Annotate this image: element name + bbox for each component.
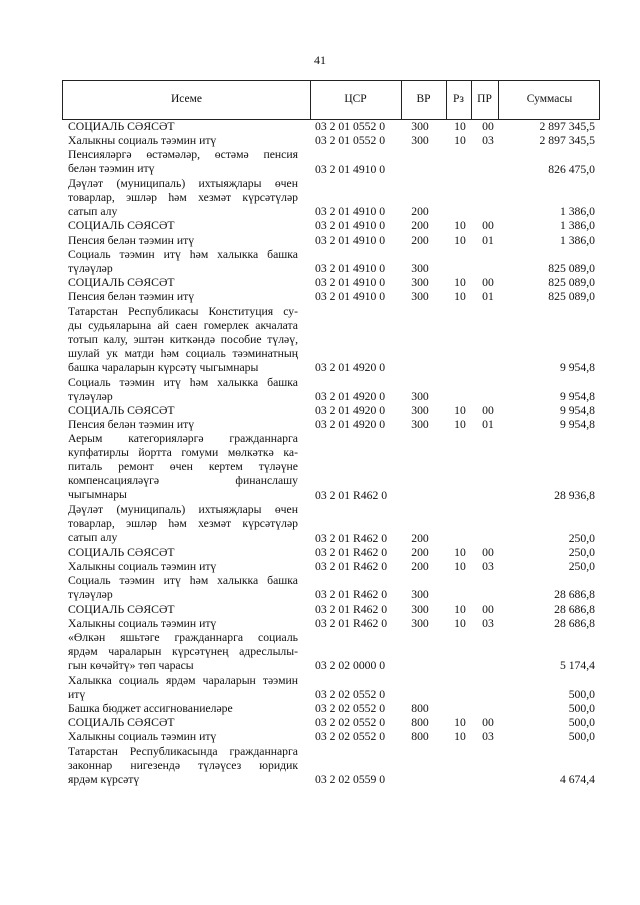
- row-vr: 300: [411, 616, 429, 630]
- table-row: [0, 290, 640, 304]
- row-name-line: законнар нигезендә түләүсез юридик: [68, 758, 298, 772]
- row-rz: 10: [454, 233, 466, 247]
- row-rz: 10: [454, 403, 466, 417]
- row-name-line: Пенсия белән тәэмин итү: [68, 290, 195, 304]
- table-row: [0, 702, 640, 716]
- row-name-line: Халыкка социаль ярдәм чараларын тәэмин: [68, 673, 298, 687]
- table-row: [0, 418, 640, 432]
- row-pr: 00: [482, 120, 494, 133]
- row-rz: 10: [454, 120, 466, 133]
- row-csr: 03 2 01 4910 0: [315, 261, 386, 275]
- row-sum: 500,0: [568, 687, 595, 701]
- row-name: [68, 603, 298, 617]
- row-vr: 200: [411, 545, 429, 559]
- row-pr: 03: [482, 616, 494, 630]
- row-vr: 200: [411, 219, 429, 233]
- header-vr: ВР: [416, 93, 431, 105]
- row-pr: 01: [482, 233, 494, 247]
- row-csr: 03 2 01 4920 0: [315, 403, 386, 417]
- row-name: [68, 234, 298, 248]
- header-name: Исеме: [170, 93, 203, 105]
- table-row: [0, 148, 640, 176]
- row-sum: 825 089,0: [548, 261, 595, 275]
- row-pr: 00: [482, 716, 494, 730]
- row-sum: 500,0: [568, 701, 595, 715]
- row-vr: 300: [411, 290, 429, 304]
- row-sum: 28 686,8: [554, 588, 595, 602]
- table-row: [0, 745, 640, 788]
- row-rz: 10: [454, 545, 466, 559]
- row-name-line: Социаль тәэмин итү һәм халыкка башка: [68, 574, 298, 588]
- row-sum: 2 897 345,5: [539, 120, 595, 133]
- row-name: [68, 730, 298, 744]
- row-name-line: питаль ремонт өчен кертем түләүне: [68, 460, 298, 474]
- row-sum: 500,0: [568, 716, 595, 730]
- row-name-line: Башка бюджет ассигнованиеләре: [68, 701, 233, 715]
- table-row: [0, 603, 640, 617]
- row-csr: 03 2 02 0000 0: [315, 659, 386, 673]
- row-csr: 03 2 01 4920 0: [315, 361, 386, 375]
- row-name-line: чыгымнары: [68, 488, 127, 502]
- row-csr: 03 2 02 0552 0: [315, 716, 386, 730]
- row-csr: 03 2 01 0552 0: [315, 120, 386, 133]
- row-name-line: Халыкны социаль тәэмин итү: [68, 616, 217, 630]
- table-row: [0, 631, 640, 674]
- row-vr: 800: [411, 716, 429, 730]
- row-pr: 01: [482, 290, 494, 304]
- row-sum: 9 954,8: [559, 361, 595, 375]
- row-sum: 1 386,0: [559, 205, 595, 219]
- row-rz: 10: [454, 716, 466, 730]
- row-name-line: гын көчәйтү» төп чарасы: [68, 659, 194, 672]
- row-rz: 10: [454, 560, 466, 574]
- row-name-line: тотып калу, эштән киткәндә пособие түләү,: [68, 332, 298, 346]
- row-csr: 03 2 01 R462 0: [315, 602, 388, 616]
- row-name-line: «Өлкән яшьтәге гражданнарга социаль: [68, 631, 298, 644]
- row-csr: 03 2 01 4910 0: [315, 276, 386, 290]
- row-name-line: ды судьяларына ай саен гомерлек акчалата: [68, 318, 298, 332]
- row-csr: 03 2 01 4910 0: [315, 162, 386, 176]
- table-row: [0, 276, 640, 290]
- row-csr: 03 2 02 0559 0: [315, 772, 386, 786]
- table-row: [0, 503, 640, 546]
- row-name-line: Социаль тәэмин итү һәм халыкка башка: [68, 375, 298, 389]
- row-name-line: итү: [68, 687, 86, 701]
- row-vr: 300: [411, 134, 429, 148]
- row-csr: 03 2 01 R462 0: [315, 560, 388, 574]
- row-name: [68, 120, 298, 134]
- row-name-line: Аерым категорияләргә гражданнарга: [68, 432, 298, 446]
- row-rz: 10: [454, 602, 466, 616]
- table-row: [0, 716, 640, 730]
- table-row: [0, 305, 640, 376]
- row-sum: 825 089,0: [548, 290, 595, 304]
- row-name-line: Пенсияләргә өстәмәләр, өстәмә пенсия: [68, 148, 298, 162]
- row-name-line: СОЦИАЛЬ СӘЯСӘТ: [68, 403, 175, 417]
- row-name-line: сатып алу: [68, 531, 118, 545]
- row-name-line: Халыкны социаль тәэмин итү: [68, 730, 217, 744]
- row-vr: 200: [411, 531, 429, 545]
- row-vr: 800: [411, 701, 429, 715]
- row-name-line: ярдәм чараларын күрсәтүнең адреслылы-: [68, 645, 298, 658]
- table-row: [0, 376, 640, 404]
- row-name: [68, 376, 298, 404]
- row-sum: 9 954,8: [559, 418, 595, 432]
- row-vr: 300: [411, 276, 429, 290]
- row-sum: 28 686,8: [554, 602, 595, 616]
- row-csr: 03 2 01 4920 0: [315, 389, 386, 403]
- table-row: [0, 234, 640, 248]
- row-pr: 03: [482, 560, 494, 574]
- row-name-line: Татарстан Республикасы Конституция су-: [68, 304, 298, 318]
- table-row: [0, 248, 640, 276]
- row-name-line: башка чараларын күрсәтү чыгымнары: [68, 360, 259, 374]
- row-rz: 10: [454, 290, 466, 304]
- row-vr: 300: [411, 261, 429, 275]
- row-name: [68, 716, 298, 730]
- row-csr: 03 2 01 4910 0: [315, 205, 386, 219]
- row-name: [68, 546, 298, 560]
- row-name-line: товарлар, эшләр һәм хезмәт күрсәтүләр: [68, 517, 298, 531]
- row-sum: 28 936,8: [554, 489, 595, 503]
- row-pr: 00: [482, 545, 494, 559]
- row-name-line: белән тәэмин итү: [68, 162, 155, 176]
- row-name: [68, 276, 298, 290]
- row-name-line: СОЦИАЛЬ СӘЯСӘТ: [68, 602, 175, 616]
- row-name: [68, 148, 298, 176]
- row-name-line: Социаль тәэмин итү һәм халыкка башка: [68, 247, 298, 261]
- row-name-line: сатып алу: [68, 204, 118, 218]
- row-csr: 03 2 01 4910 0: [315, 290, 386, 304]
- row-name-line: Пенсия белән тәэмин итү: [68, 233, 195, 247]
- row-sum: 250,0: [568, 560, 595, 574]
- row-name-line: түләүләр: [68, 588, 113, 602]
- row-csr: 03 2 01 4910 0: [315, 219, 386, 233]
- table-row: [0, 560, 640, 574]
- row-name-line: Пенсия белән тәэмин итү: [68, 418, 195, 432]
- row-sum: 9 954,8: [559, 403, 595, 417]
- row-name: [68, 617, 298, 631]
- row-csr: 03 2 01 R462 0: [315, 531, 388, 545]
- row-name: [68, 674, 298, 702]
- row-vr: 300: [411, 389, 429, 403]
- header-sum: Суммасы: [526, 93, 573, 105]
- row-vr: 300: [411, 120, 429, 133]
- row-name-line: СОЦИАЛЬ СӘЯСӘТ: [68, 120, 175, 133]
- row-sum: 1 386,0: [559, 233, 595, 247]
- table-row: [0, 134, 640, 148]
- row-name: [68, 574, 298, 602]
- row-sum: 250,0: [568, 531, 595, 545]
- table-row: [0, 574, 640, 602]
- row-csr: 03 2 02 0552 0: [315, 730, 386, 744]
- row-csr: 03 2 01 0552 0: [315, 134, 386, 148]
- page-number: 41: [314, 53, 326, 67]
- row-name-line: Дәүләт (муниципаль) ихтыяҗлары өчен: [68, 503, 298, 517]
- row-csr: 03 2 01 R462 0: [315, 545, 388, 559]
- row-name: [68, 248, 298, 276]
- row-name-line: товарлар, эшләр һәм хезмәт күрсәтүләр: [68, 190, 298, 204]
- row-name: [68, 560, 298, 574]
- row-pr: 00: [482, 403, 494, 417]
- row-sum: 1 386,0: [559, 219, 595, 233]
- row-name-line: Халыкны социаль тәэмин итү: [68, 134, 217, 148]
- header-rz: Рз: [453, 93, 464, 105]
- row-name-line: Татарстан Республикасында гражданнарга: [68, 744, 298, 758]
- row-vr: 200: [411, 205, 429, 219]
- row-name: [68, 432, 298, 502]
- row-rz: 10: [454, 418, 466, 432]
- row-csr: 03 2 01 R462 0: [315, 489, 388, 503]
- table-header: [62, 80, 600, 120]
- row-pr: 01: [482, 418, 494, 432]
- row-sum: 825 089,0: [548, 276, 595, 290]
- budget-table-body: [0, 120, 640, 787]
- row-vr: 300: [411, 403, 429, 417]
- table-row: [0, 404, 640, 418]
- row-name-line: шулай ук матди һәм социаль тәэминатның: [68, 346, 298, 360]
- row-vr: 300: [411, 588, 429, 602]
- row-vr: 300: [411, 602, 429, 616]
- row-csr: 03 2 01 R462 0: [315, 616, 388, 630]
- row-name: [68, 404, 298, 418]
- row-csr: 03 2 02 0552 0: [315, 687, 386, 701]
- row-sum: 2 897 345,5: [539, 134, 595, 148]
- row-rz: 10: [454, 134, 466, 148]
- row-name: [68, 702, 298, 716]
- row-pr: 00: [482, 276, 494, 290]
- row-pr: 03: [482, 134, 494, 148]
- row-sum: 826 475,0: [548, 162, 595, 176]
- row-csr: 03 2 02 0552 0: [315, 701, 386, 715]
- header-pr: ПР: [477, 93, 492, 105]
- row-name-line: СОЦИАЛЬ СӘЯСӘТ: [68, 276, 175, 290]
- table-row: [0, 546, 640, 560]
- row-pr: 03: [482, 730, 494, 744]
- table-row: [0, 219, 640, 233]
- row-vr: 800: [411, 730, 429, 744]
- table-row: [0, 730, 640, 744]
- table-row: [0, 177, 640, 220]
- row-name: [68, 305, 298, 375]
- row-name-line: түләүләр: [68, 261, 113, 275]
- row-name-line: Дәүләт (муниципаль) ихтыяҗлары өчен: [68, 176, 298, 190]
- row-name-line: компенсацияләүгә финанслашу: [68, 474, 298, 488]
- row-sum: 250,0: [568, 545, 595, 559]
- row-name: [68, 503, 298, 545]
- row-csr: 03 2 01 R462 0: [315, 588, 388, 602]
- row-name: [68, 631, 298, 673]
- row-name: [68, 290, 298, 304]
- row-name: [68, 134, 298, 148]
- table-row: [0, 432, 640, 503]
- row-name: [68, 418, 298, 432]
- row-rz: 10: [454, 219, 466, 233]
- row-name-line: СОЦИАЛЬ СӘЯСӘТ: [68, 545, 175, 559]
- row-name-line: купфатирлы йортта гомуми мөлкәткә ка-: [68, 446, 298, 460]
- row-vr: 200: [411, 233, 429, 247]
- row-sum: 9 954,8: [559, 389, 595, 403]
- row-sum: 500,0: [568, 730, 595, 744]
- row-rz: 10: [454, 276, 466, 290]
- row-csr: 03 2 01 4910 0: [315, 233, 386, 247]
- row-csr: 03 2 01 4920 0: [315, 418, 386, 432]
- row-name: [68, 219, 298, 233]
- row-sum: 28 686,8: [554, 616, 595, 630]
- row-sum: 5 174,4: [559, 659, 595, 673]
- table-row: [0, 674, 640, 702]
- table-row: [0, 617, 640, 631]
- row-sum: 4 674,4: [559, 772, 595, 786]
- row-vr: 200: [411, 560, 429, 574]
- row-pr: 00: [482, 219, 494, 233]
- row-name-line: Халыкны социаль тәэмин итү: [68, 560, 217, 574]
- header-csr: ЦСР: [344, 93, 367, 105]
- row-name: [68, 177, 298, 219]
- row-name-line: ярдәм күрсәтү: [68, 772, 140, 786]
- row-pr: 00: [482, 602, 494, 616]
- row-name-line: СОЦИАЛЬ СӘЯСӘТ: [68, 219, 175, 233]
- row-vr: 300: [411, 418, 429, 432]
- row-rz: 10: [454, 730, 466, 744]
- row-rz: 10: [454, 616, 466, 630]
- table-row: [0, 120, 640, 134]
- row-name: [68, 745, 298, 787]
- row-name-line: СОЦИАЛЬ СӘЯСӘТ: [68, 716, 175, 730]
- row-name-line: түләүләр: [68, 389, 113, 403]
